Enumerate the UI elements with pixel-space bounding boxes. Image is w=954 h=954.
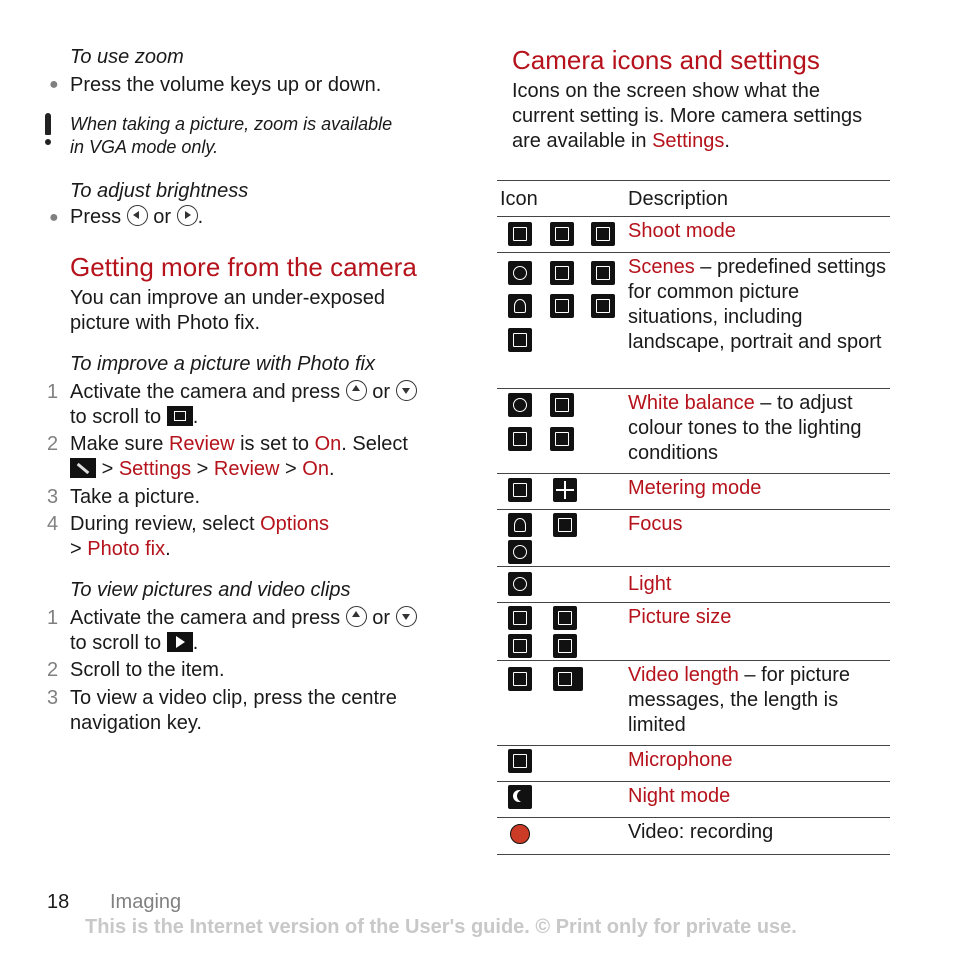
zoom-note [70,113,392,159]
link-scenes[interactable]: Scenes [628,256,695,278]
night-portrait-scene-icon [508,328,532,352]
link-settings-intro[interactable]: Settings [652,130,725,152]
table-row [497,566,890,603]
table-desc [628,784,890,809]
center-metering-icon [553,478,577,502]
footer-notice: This is the Internet version of the User's guide. © Print only for private use. [85,916,797,938]
photofix-heading: To improve a picture with Photo fix [70,353,375,375]
link-light[interactable]: Light [628,573,672,595]
light-icon [508,572,532,596]
spot-metering-icon [508,478,532,502]
link-shoot-mode[interactable]: Shoot mode [628,220,736,242]
table-row [497,252,890,389]
section-name: Imaging [110,891,182,913]
picture-size-small-icon [508,634,532,658]
table-row [497,660,890,746]
table-desc: White balance – to adjust colour tones to the lighting conditions [628,392,862,464]
nav-up-key-icon [346,606,367,627]
photofix-step-1: Activate the camera and press or to scroll to . [70,380,460,430]
incandescent-icon [550,427,574,451]
landscape-scene-icon [591,261,615,285]
fluorescent-icon [508,427,532,451]
link-video-length[interactable]: Video length [628,664,739,686]
table-row [497,817,890,855]
link-photo-fix[interactable]: Photo fix [87,538,166,560]
nav-right-key-icon [177,205,198,226]
picture-size-vga-icon [553,634,577,658]
photofix-step-3: Take a picture. [70,486,201,508]
nav-down-key-icon [396,380,417,401]
table-row [497,745,890,782]
view-heading: To view pictures and video clips [70,579,351,601]
column-header-description: Description [628,188,729,210]
macro-focus-icon [553,513,577,537]
document-scene-icon [550,261,574,285]
photofix-step-2: Make sure Review is set to On. Select > Settings > Review > On. [70,433,408,480]
auto-scene-icon [508,261,532,285]
nav-up-key-icon [346,380,367,401]
step-number: 1 [47,607,59,629]
step-number: 1 [47,381,59,403]
table-desc [628,605,890,630]
bullet-icon: ● [49,209,59,226]
sports-scene-icon [550,294,574,318]
section-heading-camera-icons: Camera icons and settings [512,45,820,75]
zoom-instruction: Press the volume keys up or down. [70,74,382,96]
table-desc: Video: recording [628,821,774,843]
photo-fix-icon [167,406,193,426]
auto-focus-icon [508,513,532,537]
portrait-scene-icon [508,294,532,318]
table-desc [628,748,890,773]
table-header-row [497,180,890,217]
play-icon [167,632,193,652]
nav-down-key-icon [396,606,417,627]
nav-left-key-icon [127,205,148,226]
exclamation-icon [43,113,53,147]
link-on-2[interactable]: On [302,458,329,480]
picture-size-large-icon [508,606,532,630]
table-desc [628,512,890,537]
page-number: 18 [47,891,70,913]
link-white-balance[interactable]: White balance [628,392,755,414]
getting-more-text: You can improve an under-exposed picture with Photo fix. [70,287,386,334]
video-length-long-icon [508,667,532,691]
brightness-instruction: Press or . [70,206,204,228]
cloudy-icon [550,393,574,417]
view-step-3: To view a video clip, press the centre navigation key. [70,687,397,734]
brightness-heading: To adjust brightness [70,180,249,202]
table-desc: Video length – for picture messages, the length is limited [628,664,851,736]
link-metering-mode[interactable]: Metering mode [628,477,762,499]
step-number: 4 [47,513,59,535]
microphone-icon [508,749,532,773]
infinite-focus-icon [508,540,532,564]
picture-size-medium-icon [553,606,577,630]
view-step-2: Scroll to the item. [70,659,225,681]
camera-icons-intro: Icons on the screen show what the current setting is. More camera settings are available in Settings. [512,80,863,152]
link-microphone[interactable]: Microphone [628,749,733,771]
step-number: 3 [47,687,59,709]
table-desc [628,476,890,501]
record-icon [510,824,530,844]
table-row [497,602,890,661]
bullet-icon: ● [49,76,59,93]
table-desc [628,219,890,244]
table-row [497,216,890,253]
link-picture-size[interactable]: Picture size [628,606,732,628]
burst-mode-icon [550,222,574,246]
step-number: 2 [47,433,59,455]
link-focus[interactable]: Focus [628,513,683,535]
view-step-1: Activate the camera and press or to scroll to . [70,606,460,656]
night-mode-icon [508,785,532,809]
link-review[interactable]: Review [168,433,235,455]
step-number: 3 [47,486,59,508]
table-row [497,388,890,474]
video-length-mms-icon [553,667,583,691]
settings-tool-icon [70,458,96,478]
note-line-2: in VGA mode only. [70,137,219,157]
link-on[interactable]: On [314,433,342,455]
shoot-mode-icon [508,222,532,246]
note-line-1: When taking a picture, zoom is available [70,114,393,134]
table-row [497,473,890,510]
landscape-portrait-scene-icon [591,294,615,318]
table-row [497,781,890,818]
photofix-step-4: During review, select Options > Photo fix. [70,513,330,560]
table-row [497,509,890,567]
link-review-2[interactable]: Review [213,458,280,480]
table-desc [628,572,890,597]
link-settings[interactable]: Settings [118,458,192,480]
column-header-icon: Icon [500,188,538,210]
frames-mode-icon [591,222,615,246]
sunny-icon [508,393,532,417]
step-number: 2 [47,659,59,681]
link-options[interactable]: Options [260,513,330,535]
table-desc: Scenes – predefined settings for common picture situations, including landscape, portrait and sport [628,256,886,353]
section-heading-getting-more: Getting more from the camera [70,252,417,282]
link-night-mode[interactable]: Night mode [628,785,731,807]
zoom-heading: To use zoom [70,46,184,68]
